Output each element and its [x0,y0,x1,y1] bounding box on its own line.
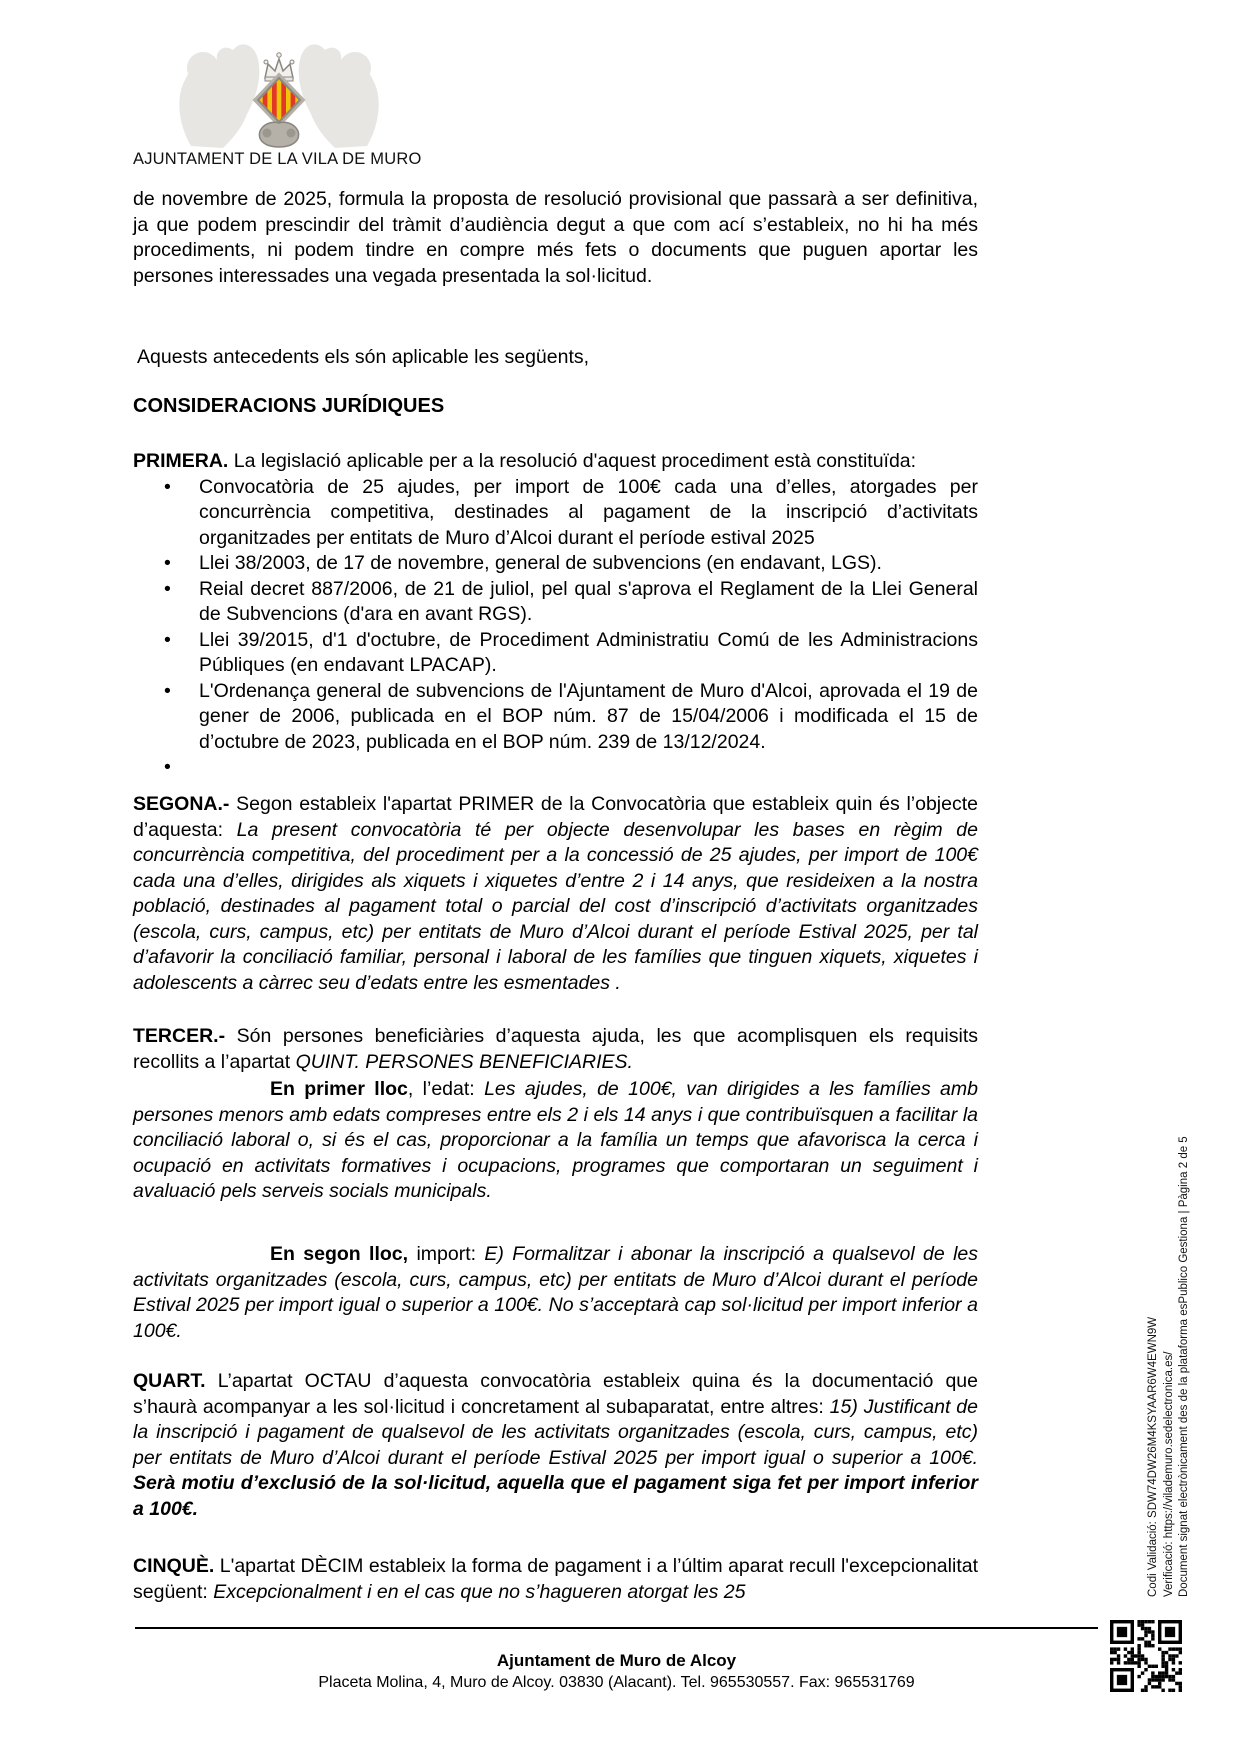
quart-lead: QUART. [133,1370,206,1392]
paragraph-cinque [133,1554,978,1605]
section-segon-lloc [133,1242,978,1344]
section-primera [133,449,978,781]
verification-url: Verificació: https://vilademuro.sedelectronica.es/ [1162,1351,1175,1597]
section-quart [133,1369,978,1522]
organization-name: AJUNTAMENT DE LA VILA DE MURO [133,150,422,168]
coat-of-arms-svg [133,34,393,154]
antecedents-text: Aquests antecedents els són aplicable les següents, [137,346,590,368]
cinque-lead: CINQUÈ. [133,1555,215,1577]
tercer-text: Són persones beneficiàries d’aquesta ajuda, les que acomplisquen els requisits recollits a l’apartat [133,1025,978,1073]
primer-lloc-quote: Les ajudes, de 100€, van dirigides a les famílies amb persones menors amb edats compreses entre els 2 i els 14 anys i que contribuïsquen a facilitar la conciliació laboral o, si és el cas, proporcionar a la família un temps que afavorisca la cerca i ocupació en activitats formatives i ocupacions, programes que comportaran un seguiment i avaluació pels serveis socials municipals. [133,1078,978,1202]
list-item: • Convocatòria de 25 ajudes, per import de 100€ cada una d’elles, atorgades per concurrència competitiva, destinades al pagament de la inscripció d’activitats organitzades per entitats de Muro d’Alcoi durant el període estival 2025 [133,475,978,552]
senyera-lozenge [256,76,302,124]
segon-lloc-lead: En segon lloc, [270,1243,409,1265]
segona-text: Segon estableix l'apartat PRIMER de la Convocatòria que estableix quin és l’objecte d’aquesta: [133,793,978,841]
signature-note: Document signat electrònicament des de la plataforma esPublico Gestiona | Pàgina 2 de 5 [1178,1136,1190,1597]
page-footer [135,1650,1098,1693]
list-item: • Reial decret 887/2006, de 21 de juliol, pel qual s'aprova el Reglament de la Llei General de Subvencions (d'ara en avant RGS). [133,577,978,628]
primer-lloc-text: , l’edat: [407,1078,485,1100]
paragraph-primera [133,449,978,475]
quart-text: L’apartat OCTAU d’aquesta convocatòria estableix quina és la documentació que s’haurà acompanyar a les sol·licitud i concretament al subaparatat, entre altres: [133,1370,978,1418]
qr-code-icon [1110,1620,1182,1692]
section-heading-consideracions [133,394,978,420]
primera-text: La legislació aplicable per a la resolució d'aquest procediment està constituïda: [228,450,917,472]
tercer-quote: QUINT. PERSONES BENEFICIARIES. [295,1050,633,1073]
paragraph-segon-lloc [133,1242,978,1344]
primer-lloc-lead: En primer lloc [270,1078,408,1100]
segon-lloc-quote: E) Formalitzar i abonar la inscripció a qualsevol de les activitats organitzades (escola, curs, campus, etc) per entitats de Muro d’Alcoi durant el període Estival 2025 per import igual o superior a 100€. No s’acceptarà cap sol·licitud per import inferior a 100€. [133,1243,979,1342]
paragraph-quart [133,1369,978,1522]
list-item: • Llei 38/2003, de 17 de novembre, general de subvencions (en endavant, LGS). [133,551,978,577]
section-primer-lloc [133,1077,978,1205]
segon-lloc-text: import: [408,1243,485,1265]
paragraph-intro [133,187,978,289]
footer-divider [135,1627,1098,1629]
quart-quote: 15) Justificant de la inscripció i pagament de qualsevol de les activitats organitzades (escola, curs, campus, etc) per entitats de Muro d’Alcoi durant el període Estival 2025 per import igual o superior a 100€. [133,1395,978,1469]
paragraph-tercer [133,1024,978,1075]
cinque-quote: Excepcionalment i en el cas que no s’hagueren atorgat les 25 [213,1580,746,1603]
section-cinque [133,1554,978,1605]
tercer-lead: TERCER.- [133,1025,226,1047]
coat-of-arms-icon [133,34,393,154]
quart-quote-bold: Serà motiu d’exclusió de la sol·licitud, aquella que el pagament siga fet per import inferior a 100€. [133,1472,978,1520]
paragraph-primer-lloc [133,1077,978,1205]
footer-org-name: Ajuntament de Muro de Alcoy [496,1651,737,1670]
section-tercer [133,1024,978,1075]
intro-text: de novembre de 2025, formula la proposta de resolució provisional que passarà a ser definitiva, ja que podem prescindir del tràmit d’audiència degut a que com ací s’estableix, no hi ha més procediments, ni podem tindre en compre més fets o documents que puguen aportar les persones interessades una vegada presentada la sol·licitud. [133,188,978,287]
cinque-text: L'apartat DÈCIM estableix la forma de pagament i a l’últim aparat recull l'excepcionalitat següent: [133,1555,978,1603]
list-item: • L'Ordenança general de subvencions de l'Ajuntament de Muro d'Alcoi, aprovada el 19 de gener de 2006, publicada en el BOP núm. 87 de 15/04/2006 i modificada el 15 de d’octubre de 2023, publicada en el BOP núm. 239 de 13/12/2024. [133,679,978,756]
list-item: • Llei 39/2015, d'1 d'octubre, de Procediment Administratiu Comú de les Administracions Públiques (en endavant LPACAP). [133,628,978,679]
list-item-empty [133,755,978,781]
footer-address: Placeta Molina, 4, Muro de Alcoy. 03830 (Alacant). Tel. 965530557. Fax: 965531769 [318,1674,915,1691]
segona-lead: SEGONA.- [133,793,230,815]
primera-lead: PRIMERA. [133,450,229,472]
paragraph-antecedents [133,345,978,371]
validation-sidebar [1146,1075,1193,1597]
validation-code: Codi Validació: SDW74DW26M4KSYAAR6W4EWN9W [1147,1316,1159,1597]
segona-quote: La present convocatòria té per objecte desenvolupar les bases en règim de concurrència competitiva, del procediment per a la concessió de 25 ajudes, per import de 100€ cada una d’elles, dirigides als xiquets i xiquetes d’entre 2 i 14 anys, que resideixen a la nostra població, destinades al pagament total o parcial del cost d’inscripció d’activitats organitzades (escola, curs, campus, etc) per entitats de Muro d’Alcoi durant el període Estival 2025, per tal d’afavorir la conciliació familiar, personal i laboral de les famílies que tinguen xiquets, xiquetes i adolescents a càrrec seu d’edats entre les esmentades . [133,818,978,994]
paragraph-segona [133,792,978,996]
base-lion-icon [259,122,298,147]
section-segona [133,792,978,996]
heading-text: CONSIDERACIONS JURÍDIQUES [133,395,445,417]
